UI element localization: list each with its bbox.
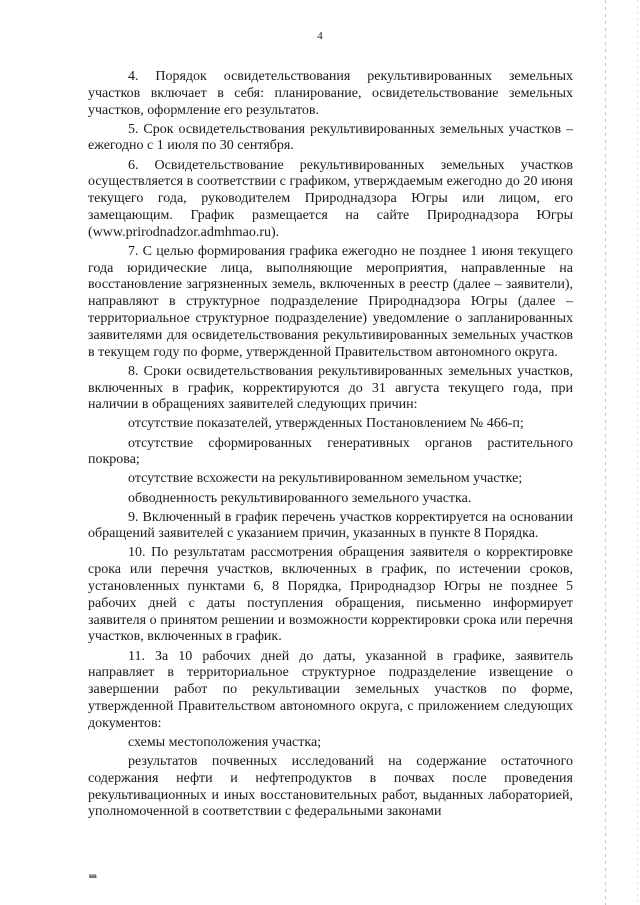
list-item-reason: обводненность рекультивированного земельного участка. — [128, 490, 472, 506]
paragraph-10: 10. По результатам рассмотрения обращения заявителя о корректировке срока или перечня участков, включенных в график, по истечении сроков, установленных пунктами 6, 8 Порядка, Природнадзор Югры не позднее 5 рабочих дней с даты поступления обращения, письменно информирует заявителя о принятом решении и возможности корректировки срока или перечня участков, включенных в график. — [88, 545, 573, 645]
paragraph-6: 6. Освидетельствование рекультивированных земельных участков осуществляется в соответствии с графиком, утверждаемым ежегодно до 20 июня текущего года, руководителем Природнадзора Югры или лицом, его замещающим. График размещается на сайте Природнадзора Югры (www.prirodnadzor.admhmao.ru). — [88, 157, 573, 240]
paragraph-11: 11. За 10 рабочих дней до даты, указанной в графике, заявитель направляет в территориальное структурное подразделение извещение о завершении работ по рекультивации земельных участков по форме, утвержденной Правительством автономного округа, с приложением следующих документов: — [88, 648, 573, 731]
footer-mark: нв — [89, 872, 97, 880]
list-item-document: результатов почвенных исследований на содержание остаточного содержания нефти и нефтепродуктов в почвах после проведения рекультивационных и иных восстановительных работ, выданных лабораторией, уполномоченной в соответствии с федеральными законами — [88, 753, 573, 820]
paragraph-5: 5. Срок освидетельствования рекультивированных земельных участков – ежегодно с 1 июля по 30 сентября. — [88, 121, 573, 154]
list-item-reason: отсутствие сформированных генеративных органов растительного покрова; — [88, 435, 573, 468]
scan-edge-line-outer — [637, 0, 638, 905]
list-item-reason: отсутствие показателей, утвержденных Постановлением № 466-п; — [128, 416, 524, 432]
scan-edge-line — [605, 0, 606, 905]
paragraph-4: 4. Порядок освидетельствования рекультивированных земельных участков включает в себя: планирование, освидетельствование земельных участков, оформление его результатов. — [88, 69, 573, 118]
list-item-document: схемы местоположения участка; — [128, 734, 322, 750]
document-body — [88, 69, 573, 821]
list-item-reason: отсутствие всхожести на рекультивированном земельном участке; — [128, 471, 523, 487]
paragraph-7: 7. С целью формирования графика ежегодно не позднее 1 июня текущего года юридические лица, выполняющие мероприятия, направленные на восстановление загрязненных земель, включенных в реестр (далее – заявители), направляют в структурное подразделение Природнадзора Югры (далее – территориальное структурное подразделение) уведомление о запланированных заявителями для освидетельствования рекультивированных земельных участков в текущем году по форме, утвержденной Правительством автономного округа. — [88, 243, 573, 360]
page-number: 4 — [317, 30, 323, 42]
paragraph-8: 8. Сроки освидетельствования рекультивированных земельных участков, включенных в график, корректируются до 31 августа текущего года, при наличии в обращениях заявителей следующих причин: — [88, 363, 573, 413]
paragraph-9: 9. Включенный в график перечень участков корректируется на основании обращений заявителей с указанием причин, указанных в пункте 8 Порядка. — [88, 509, 573, 542]
